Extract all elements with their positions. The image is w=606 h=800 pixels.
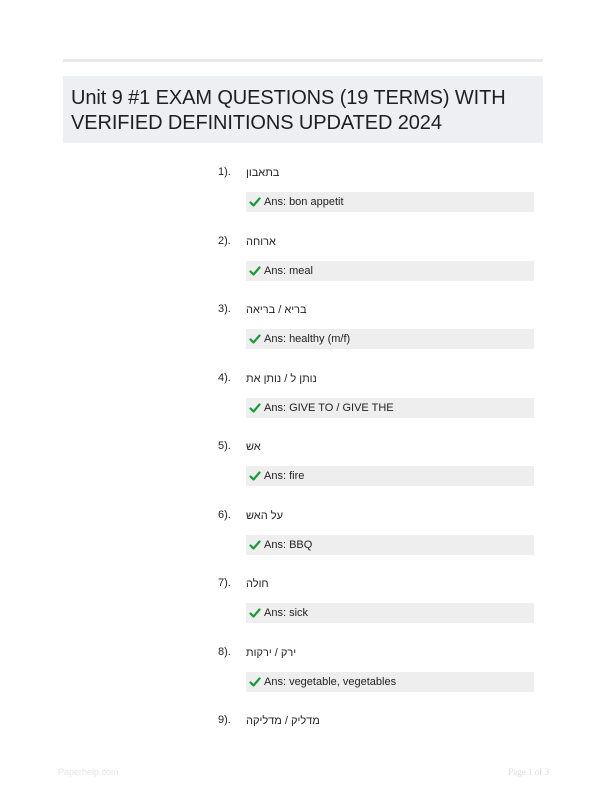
answer-text: Ans: BBQ (264, 538, 313, 551)
question-item (0, 440, 606, 509)
check-icon (249, 402, 261, 414)
question-item (0, 646, 606, 715)
question-term: על האש (246, 509, 283, 522)
question-number: 2). (218, 234, 231, 247)
answer-box (246, 466, 534, 486)
question-term: מדליק / מדליקה (246, 715, 320, 727)
question-item (0, 303, 606, 372)
answer-box (246, 329, 534, 349)
question-number: 6). (218, 508, 231, 521)
page-indicator: Page 1 of 3 (508, 767, 549, 777)
answer-box (246, 192, 534, 212)
question-number: 1). (218, 166, 231, 178)
question-term: ארוחה (246, 235, 276, 248)
answer-box (246, 261, 534, 281)
question-number: 7). (218, 577, 231, 589)
question-list (0, 166, 606, 783)
check-icon (249, 607, 261, 619)
check-icon (249, 676, 261, 688)
check-icon (249, 265, 261, 277)
title-banner (63, 76, 543, 143)
question-term: ירק / ירקות (246, 646, 297, 659)
question-item (0, 372, 606, 441)
question-term: בתאבון (246, 167, 280, 179)
page-title: Unit 9 #1 EXAM QUESTIONS (19 TERMS) WITH VERIFIED DEFINITIONS UPDATED 2024 (71, 87, 506, 134)
question-number: 8). (218, 645, 231, 658)
answer-box (246, 398, 534, 418)
answer-box (246, 672, 534, 692)
answer-text: Ans: vegetable, vegetables (264, 675, 397, 688)
answer-text: Ans: healthy (m/f) (264, 333, 351, 345)
check-icon (249, 470, 261, 482)
question-number: 3). (218, 303, 231, 315)
question-term: אש (246, 441, 261, 453)
answer-text: Ans: fire (264, 470, 305, 482)
check-icon (249, 196, 261, 208)
answer-text: Ans: meal (264, 264, 313, 277)
top-divider (63, 59, 543, 62)
answer-text: Ans: bon appetit (264, 196, 344, 208)
question-number: 9). (218, 714, 231, 726)
question-number: 5). (218, 440, 231, 452)
question-item (0, 577, 606, 646)
question-term: חולה (246, 578, 269, 590)
question-number: 4). (218, 371, 231, 384)
question-term: נותן ל / נותן את (246, 372, 317, 385)
footer-watermark: Paperhelp.com (58, 767, 119, 777)
question-item (0, 235, 606, 304)
check-icon (249, 539, 261, 551)
answer-box (246, 535, 534, 555)
check-icon (249, 333, 261, 345)
question-item (0, 166, 606, 235)
answer-text: Ans: sick (264, 607, 309, 619)
question-item (0, 509, 606, 578)
answer-box (246, 603, 534, 623)
answer-text: Ans: GIVE TO / GIVE THE (264, 401, 394, 414)
question-term: בריא / בריאה (246, 304, 307, 316)
